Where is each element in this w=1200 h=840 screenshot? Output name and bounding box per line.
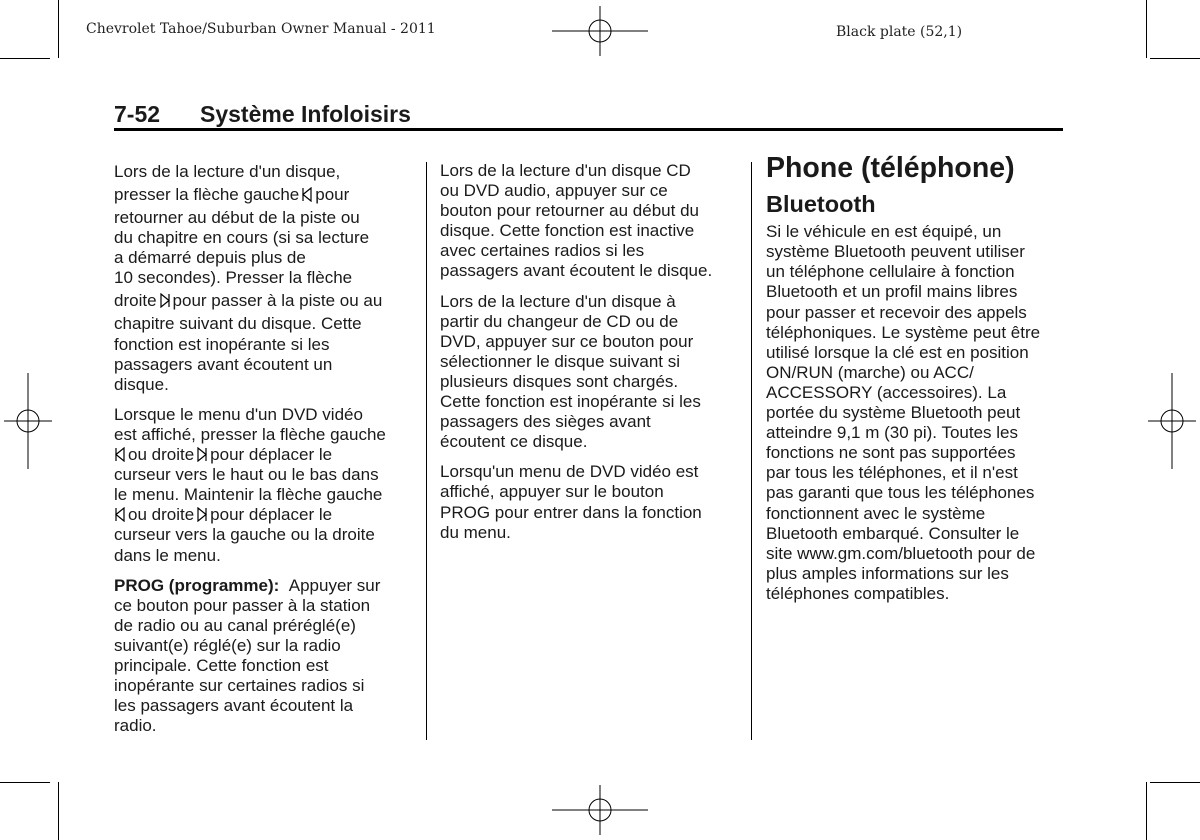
column-divider: [751, 162, 752, 740]
heading-bluetooth: Bluetooth: [766, 191, 876, 218]
paragraph: Si le véhicule en est équipé, un système Bluetooth peuvent utiliser un téléphone cellulaire à fonction Bluetooth et un profil mains libres pour passer et recevoir des appels téléphoniques. Le système peut être utilisé lorsque la clé est en position ON/RUN (marche) ou ACC/ ACCESSORY (accessoires). La portée du système Bluetooth peut atteindre 9,1 m (30 pi). Toutes les fonctions ne sont pas supportées par tous les téléphones, et il n'est pas garanti que tous les téléphones fonctionnent avec le système Bluetooth embarqué. Consulter le site www.gm.com/bluetooth pour de plus amples informations sur les téléphones compatibles.: [766, 222, 1041, 603]
column-1: [114, 162, 419, 746]
paragraph: Lors de la lecture d'un disque CD ou DVD audio, appuyer sur ce bouton pour retourner au début du disque. Cette fonction est inactive avec certaines radios si les passagers avant écoutent le disque.: [440, 161, 713, 281]
seek-left-arrow-icon: [114, 507, 126, 522]
paragraph: Lors de la lecture d'un disque à partir du changeur de CD ou de DVD, appuyer sur ce bouton pour sélectionner le disque suivant si plusieurs disques sont chargés. Cette fonction est inopérante si les passagers des sièges avant écoutent ce disque.: [440, 291, 701, 452]
section-rule: [114, 128, 1063, 131]
section-title: Système Infoloisirs: [200, 101, 411, 127]
manual-title: Chevrolet Tahoe/Suburban Owner Manual - 2011: [86, 21, 436, 37]
term-label: PROG (programme):: [114, 575, 280, 595]
column-divider: [426, 162, 427, 740]
column-2: [440, 161, 745, 553]
paragraph: Lorsqu'un menu de DVD vidéo est affiché, appuyer sur le bouton PROG pour entrer dans la fonction du menu.: [440, 462, 702, 542]
seek-right-arrow-icon: [196, 447, 208, 462]
paragraph: Lorsque le menu d'un DVD vidéo est affiché, presser la flèche gauche ou droite pour déplacer le curseur vers le haut ou le bas dans le menu. Maintenir la flèche gauche ou droite pour déplacer le curseur vers la gauche ou la droite dans le menu.: [114, 404, 386, 565]
paragraph: Lors de la lecture d'un disque, presser la flèche gauche pour retourner au début de la piste ou du chapitre en cours (si sa lecture a démarré depuis plus de 10 secondes). Presser la flèche droite pour passer à la piste ou au chapitre suivant du disque. Cette fonction est inopérante si les passagers avant écoutent un disque.: [114, 162, 383, 394]
seek-left-arrow-icon: [114, 447, 126, 462]
column-3: [766, 152, 1066, 614]
seek-right-arrow-icon: [196, 507, 208, 522]
section-number: 7-52: [114, 101, 161, 127]
heading-phone: Phone (téléphone): [766, 152, 1015, 184]
paragraph: PROG (programme): Appuyer sur ce bouton pour passer à la station de radio ou au canal préréglé(e) suivant(e) réglé(e) sur la radio principale. Cette fonction est inopérante sur certaines radios si les passagers avant écoutent la radio.: [114, 575, 381, 736]
seek-left-arrow-icon: [301, 187, 313, 202]
plate-label: Black plate (52,1): [836, 24, 963, 40]
seek-right-arrow-icon: [159, 293, 171, 308]
